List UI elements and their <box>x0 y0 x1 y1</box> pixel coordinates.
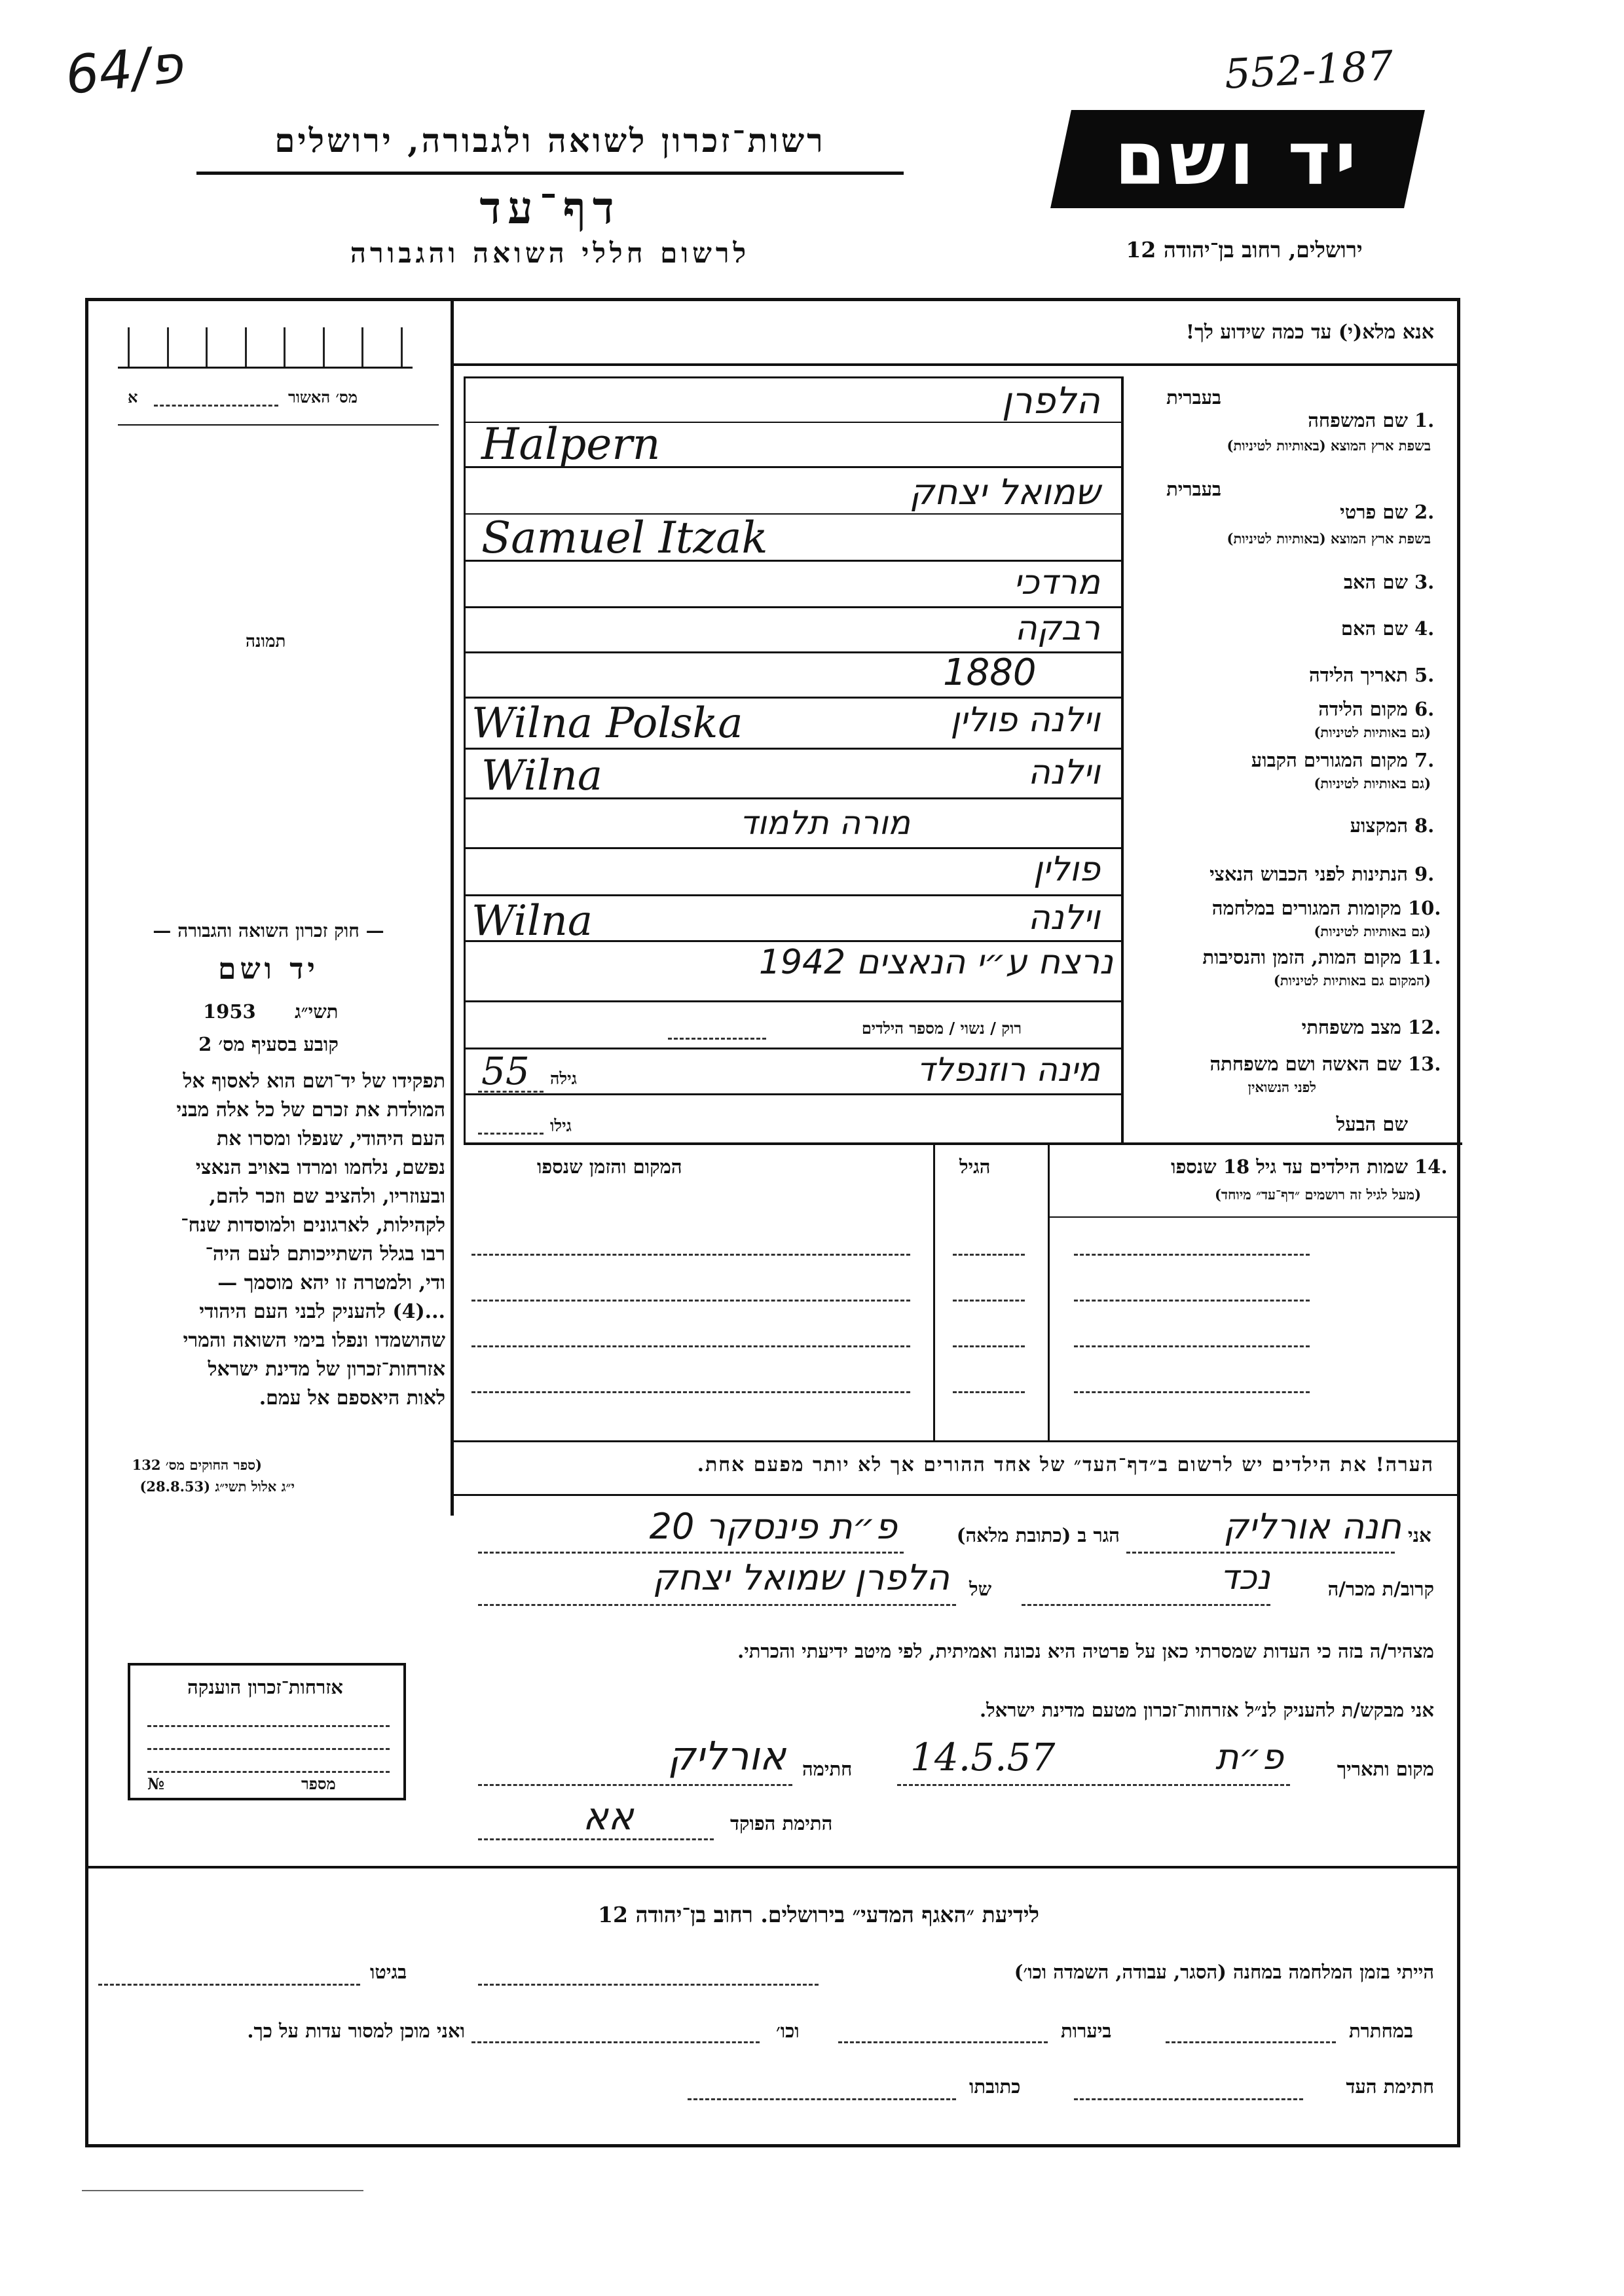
field-9-num: 9. <box>1414 863 1435 885</box>
declaration: מצהיר/ה בזה כי העדות שמסרתי כאן על פרטיה היא נכונה ואמיתית, לפי מיטב ידיעתי והכרתי. <box>737 1640 1434 1662</box>
bottom-willing: ואני מוכן למסור עדות על כך. <box>247 2020 465 2042</box>
field-6-value-latin: Wilna Polska <box>471 699 743 748</box>
bottom-line1: הייתי בזמן המלחמה במחנה (הסגר, עבודה, השמדה וכו׳) <box>1014 1961 1434 1983</box>
header-underline <box>196 172 904 175</box>
address: ירושלים, רחוב בן־יהודה 12 <box>1126 237 1363 263</box>
law-body-line: שהושמדו ונפלו בימי השואה והמרי <box>183 1329 445 1352</box>
note: הערה! את הילדים יש לרשום ב״דף־העד״ של אחד ההורים אך לא יותר מפעם אחת. <box>697 1453 1434 1476</box>
relation-label: קרוב/ת מכר/ה <box>1327 1578 1434 1600</box>
field-9-value: פולין <box>1033 850 1100 889</box>
husband-age-label: גילו <box>550 1116 572 1135</box>
field-label-divider <box>1121 376 1124 1142</box>
law-body-line: לאות היאספם אל עמם. <box>259 1387 445 1410</box>
field-2-sub: בשפת ארץ המוצא (באותיות לטיניות) <box>1227 530 1431 547</box>
bottom-address: כתובתו <box>969 2075 1021 2098</box>
left-column-divider <box>451 298 454 1516</box>
doc-title: דף־עד <box>479 182 621 234</box>
bottom-forests: ביערות <box>1061 2020 1112 2042</box>
children-num: 14. <box>1414 1156 1448 1178</box>
field-8-label: המקצוע <box>1350 814 1408 837</box>
field-4-num: 4. <box>1414 617 1435 640</box>
field-7-value-latin: Wilna <box>481 752 602 800</box>
field-13-label: שם האשה ושם משפחתה <box>1209 1053 1401 1075</box>
file-number: 552-187 <box>1223 41 1395 98</box>
field-6-value-hebrew: וילנה פולין <box>950 701 1100 740</box>
approval-label: מס׳ האשור <box>288 388 358 407</box>
field-10-num: 10. <box>1408 897 1441 919</box>
stamp-number-label: מספר <box>301 1774 336 1793</box>
residing-label: הגר ב (כתובת מלאה) <box>956 1524 1120 1546</box>
official-signature: אא <box>583 1794 634 1838</box>
law-clause: קובע בסעיף מס׳ 2 <box>198 1033 339 1055</box>
bottom-etc: וכו׳ <box>776 2020 800 2042</box>
field-2-value-hebrew: שמואל יצחק <box>909 471 1100 513</box>
law-body-line: אזרחות־זכרון של מדינת ישראל <box>208 1358 445 1381</box>
stamp-box-title: אזרחות־זכרון הוענקה <box>187 1676 343 1698</box>
law-ref-1: (ספר החוקים מס׳ 132 <box>132 1457 262 1473</box>
declarant-address: פ״ת פינסקר 20 <box>649 1506 897 1547</box>
approval-prefix: א <box>128 388 138 407</box>
field-13-age-label: גילה <box>550 1069 577 1088</box>
authority-title: רשות־זכרון לשואה ולגבורה, ירושלים <box>274 121 826 160</box>
field-3-value: מרדכי <box>1013 563 1100 602</box>
relation-value: נכד <box>1220 1558 1270 1597</box>
field-8-value: מורה תלמוד <box>739 804 910 842</box>
field-8-num: 8. <box>1414 814 1435 837</box>
date-value: 14.5.57 <box>910 1735 1056 1779</box>
law-body-line: לקהילות, לארגונים ולמוסדות שנח־ <box>181 1214 445 1237</box>
field-10-label: מקומות המגורים במלחמה <box>1211 897 1401 919</box>
official-label: התימת הפוקד <box>730 1812 833 1834</box>
field-4-label: שם האם <box>1340 617 1408 640</box>
field-1-label: שם המשפחה <box>1308 409 1408 431</box>
husband-label: שם הבעל <box>1336 1113 1408 1135</box>
law-body-line: תפקידו של יד־ושם הוא לאסוף אל <box>183 1070 445 1093</box>
field-12-num: 12. <box>1408 1016 1441 1038</box>
field-13-sub: לפני הנשואין <box>1247 1079 1316 1095</box>
field-12-label: מצב משפחתי <box>1301 1016 1401 1038</box>
field-6-sub: (גם באותיות לטיניות) <box>1314 724 1431 740</box>
law-body-line: רבו בגלל השתייכותם לעם היה־ <box>205 1243 445 1266</box>
photo-label: תמונה <box>246 632 286 651</box>
yad-vashem-logo <box>1050 110 1425 208</box>
field-2-side: בעברית <box>1166 478 1221 500</box>
children-heading: שמות הילדים עד גיל 18 שנספו <box>1171 1156 1408 1178</box>
field-11-num: 11. <box>1408 946 1441 968</box>
field-2-label: שם פרטי <box>1340 501 1408 523</box>
law-year-hebrew: תשי״ג <box>295 1000 339 1023</box>
field-7-num: 7. <box>1414 749 1435 771</box>
law-name: יד ושם <box>218 953 319 986</box>
instruction: אנא מלא(י) עד כמה שידוע לך! <box>1185 321 1434 344</box>
field-11-value: נרצח ע״י הנאצים 1942 <box>758 943 1113 982</box>
law-body-line: העם היהודי, שנפלו ומסרו את <box>216 1127 445 1150</box>
field-3-label: שם האב <box>1343 571 1408 593</box>
logo-text: יד ושם <box>1115 117 1361 202</box>
field-7-label: מקום המגורים הקבוע <box>1251 749 1408 771</box>
field-13-num: 13. <box>1408 1053 1441 1075</box>
law-year: 1953 <box>203 1000 256 1023</box>
field-6-num: 6. <box>1414 698 1435 720</box>
field-6-label: מקום הלידה <box>1318 698 1408 720</box>
field-13-value: מינה רוזנפלד <box>917 1051 1100 1089</box>
field-9-label: הנתינות לפני הכבוש הנאצי <box>1209 863 1408 885</box>
field-11-sub: (המקום גם באותיות לטיניות) <box>1273 972 1431 989</box>
field-1-value-latin: Halpern <box>481 419 661 469</box>
request: אני מבקש/ת להעניק לנ״ל אזרחות־זכרון מטעם מדינת ישראל. <box>980 1699 1434 1721</box>
field-7-sub: (גם באותיות לטיניות) <box>1314 775 1431 792</box>
approval-slots <box>128 327 403 367</box>
law-body-line: ודי, ולמטרה זו יהא מוסמך — <box>217 1271 445 1294</box>
field-5-value: 1880 <box>943 651 1037 694</box>
of-label: של <box>969 1578 992 1600</box>
bottom-underground: במחתרת <box>1349 2020 1413 2042</box>
bottom-witness-signature: חתימת העד <box>1346 2075 1434 2098</box>
children-age-header: הגיל <box>959 1156 991 1178</box>
field-2-value-latin: Samuel Itzak <box>481 513 768 563</box>
field-11-label: מקום המות, הזמן והנסיבות <box>1202 946 1401 968</box>
corner-handwritten-note: פ/64 <box>62 33 186 107</box>
field-4-value: רבקה <box>1014 609 1100 648</box>
law-body <box>95 1067 445 1413</box>
field-1-side: בעברית <box>1166 386 1221 409</box>
law-title: — חוק זכרון השואה והגבורה — <box>153 920 384 941</box>
bottom-heading: לידיעת ״האגף המדעי״ בירושלים. רחוב בן־יהודה 12 <box>598 1902 1039 1927</box>
stamp-number-sign: № <box>147 1774 165 1793</box>
field-10-sub: (גם באותיות לטיניות) <box>1314 923 1431 939</box>
children-sub: (מעל לגיל זה רושמים ״דף־עד״ מיוחד) <box>1214 1186 1421 1203</box>
place-value: פ״ת <box>1215 1736 1283 1777</box>
field-1-value-hebrew: הלפרן <box>1001 380 1100 422</box>
field-5-num: 5. <box>1414 664 1435 686</box>
doc-subtitle: לרשום חללי השואה והגבורה <box>350 237 750 269</box>
field-13-age-value: 55 <box>481 1049 530 1093</box>
law-body-line: המולדת את זכרם של כל אלה מבני <box>176 1099 445 1121</box>
field-10-value-hebrew: וילנה <box>1027 898 1100 938</box>
declarant-name: חנה אורליק <box>1223 1506 1401 1547</box>
field-7-value-hebrew: וילנה <box>1027 753 1100 792</box>
field-1-sub: בשפת ארץ המוצא (באותיות לטיניות) <box>1227 437 1431 454</box>
field-2-num: 2. <box>1414 501 1435 523</box>
of-value: הלפרן שמואל יצחק <box>652 1557 950 1598</box>
law-body-line: נפשם, נלחמו ומרדו באויב הנאצי <box>195 1156 445 1179</box>
children-place-header: המקום והזמן שנספו <box>537 1156 682 1178</box>
field-10-value-latin: Wilna <box>471 897 593 945</box>
ani-label: אני <box>1408 1524 1431 1546</box>
signature-label: חתימה <box>802 1758 853 1780</box>
signature-value: אורליק <box>667 1734 786 1779</box>
place-date-label: מקום ותאריך <box>1337 1758 1434 1780</box>
field-3-num: 3. <box>1414 571 1435 593</box>
law-ref-2: י״ג אלול תשי״ג (28.8.53) <box>139 1478 295 1495</box>
field-1-num: 1. <box>1414 409 1435 431</box>
field-5-label: תאריך הלידה <box>1309 664 1408 686</box>
bottom-ghetto: בגיטו <box>370 1961 407 1983</box>
law-body-line: ...(4) להעניק לבני העם היהודי <box>199 1300 445 1323</box>
field-12-options: רוק / נשוי / מספר הילדים <box>861 1019 1022 1038</box>
law-body-line: ובעוזריו, ולהציב שם וזכר להם, <box>209 1185 445 1208</box>
